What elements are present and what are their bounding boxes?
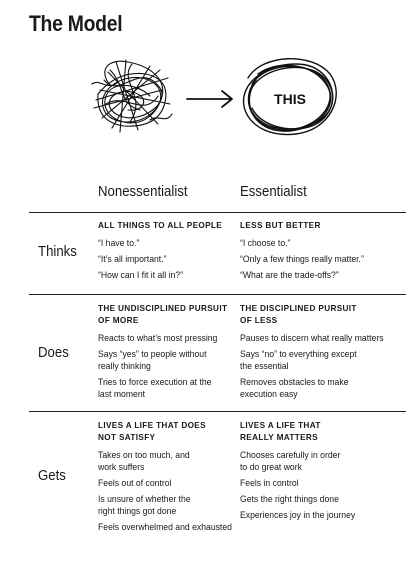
list-item: “I choose to.” [240,238,291,248]
list-item: Says “yes” to people without really thinking [98,349,207,371]
list-item: Says “no” to everything except the essential [240,349,357,371]
list-item: Is unsure of whether the right things got done [98,494,191,516]
row-label-gets: Gets [38,467,66,484]
cell-heading: LIVES A LIFE THAT DOES NOT SATISFY [98,421,206,442]
row-label-does: Does [38,344,69,361]
cell-thinks-essentialist [240,220,390,285]
cell-heading: THE DISCIPLINED PURSUIT OF LESS [240,304,357,325]
list-item: “It’s all important.” [98,254,167,264]
cell-thinks-nonessentialist [98,220,248,285]
cell-does-nonessentialist [98,303,248,404]
row-label-thinks: Thinks [38,243,77,260]
list-item: Pauses to discern what really matters [240,333,384,343]
model-diagram [0,0,406,180]
cell-heading: THE UNDISCIPLINED PURSUIT OF MORE [98,304,228,325]
diagram-label: THIS [274,91,306,107]
page-title: The Model [29,11,123,36]
column-header-nonessentialist: Nonessentialist [98,183,188,200]
list-item: “I have to.” [98,238,140,248]
cell-gets-nonessentialist [98,420,248,537]
cell-heading: LIVES A LIFE THAT REALLY MATTERS [240,421,321,442]
list-item: “What are the trade-offs?” [240,270,339,280]
list-item: Removes obstacles to make execution easy [240,377,349,399]
divider [29,212,406,213]
column-header-essentialist: Essentialist [240,183,307,200]
scribble-icon [92,60,172,132]
list-item: Gets the right things done [240,494,339,504]
cell-gets-essentialist [240,420,390,525]
cell-heading: LESS BUT BETTER [240,221,321,230]
cell-heading: ALL THINGS TO ALL PEOPLE [98,221,223,230]
list-item: Chooses carefully in order to do great work [240,450,341,472]
list-item: Takes on too much, and work suffers [98,450,190,472]
arrow-icon [187,91,232,107]
divider [29,294,406,295]
list-item: Tries to force execution at the last moment [98,377,212,399]
list-item: “Only a few things really matter.” [240,254,364,264]
divider [29,411,406,412]
list-item: “How can I fit it all in?” [98,270,183,280]
list-item: Experiences joy in the journey [240,510,356,520]
list-item: Feels in control [240,478,299,488]
cell-does-essentialist [240,303,406,404]
list-item: Feels out of control [98,478,172,488]
list-item: Reacts to what’s most pressing [98,333,218,343]
list-item: Feels overwhelmed and exhausted [98,522,232,532]
